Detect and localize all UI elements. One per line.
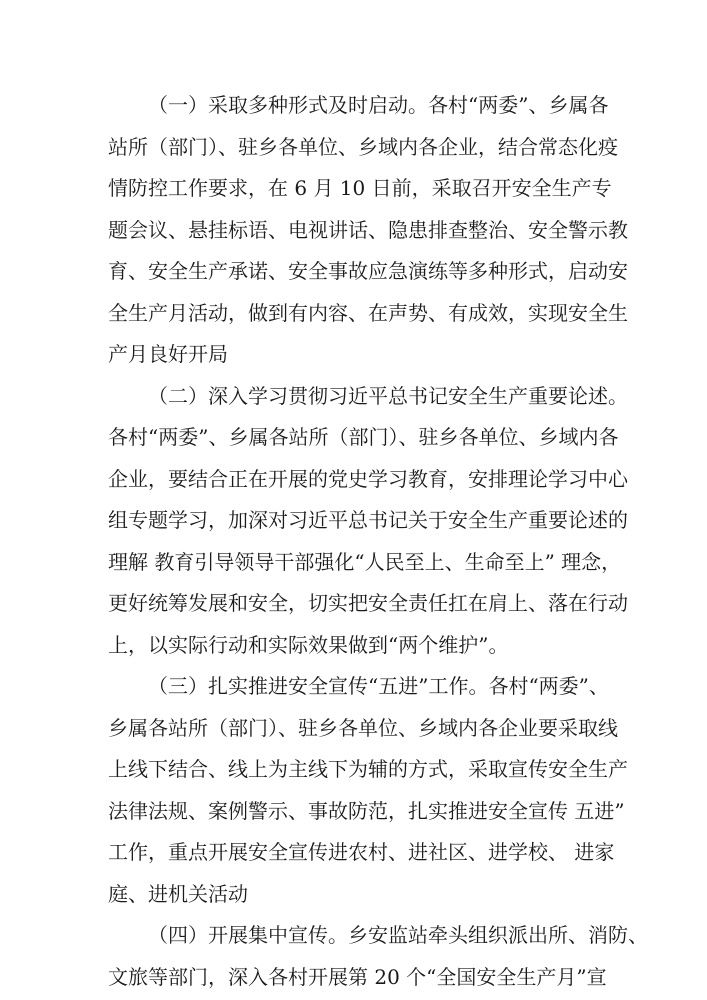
- text-line: 上线下结合、线上为主线下为辅的方式，采取宣传安全生产: [108, 757, 628, 781]
- text-line: 工作，重点开展安全宣传进农村、进社区、进学校、 进家: [108, 840, 615, 864]
- text-line: 上，以实际行动和实际效果做到“两个维护”。: [108, 633, 509, 657]
- text-line: 乡属各站所（部门）、驻乡各单位、乡域内各企业要采取线: [108, 716, 618, 740]
- text-line: 文旅等部门，深入各村开展第 20 个“全国安全生产月”宣: [108, 965, 607, 989]
- text-line: 各村“两委”、乡属各站所（部门）、驻乡各单位、乡域内各: [108, 425, 619, 449]
- text-line: 企业，要结合正在开展的党史学习教育，安排理论学习中心: [108, 467, 628, 491]
- text-line: 全生产月活动，做到有内容、在声势、有成效，实现安全生: [108, 301, 628, 325]
- text-line: 更好统筹发展和安全，切实把安全责任扛在肩上、落在行动: [108, 591, 628, 615]
- text-line: 育、安全生产承诺、安全事故应急演练等多种形式，启动安: [108, 259, 628, 283]
- text-line: 产月良好开局: [108, 342, 228, 366]
- text-line: 站所（部门）、驻乡各单位、乡域内各企业，结合常态化疫: [108, 135, 618, 159]
- text-line: （二）深入学习贯彻习近平总书记安全生产重要论述。: [148, 384, 628, 408]
- text-line: 题会议、悬挂标语、电视讲话、隐患排查整治、安全警示教: [108, 218, 628, 242]
- text-line: 理解 教育引导领导干部强化“人民至上、生命至上” 理念，: [108, 550, 622, 574]
- text-line: 法律法规、案例警示、事故防范，扎实推进安全宣传 五进”: [108, 799, 625, 823]
- text-line: （四）开展集中宣传。乡安监站牵头组织派出所、消防、: [148, 923, 648, 947]
- text-line: 组专题学习，加深对习近平总书记关于安全生产重要论述的: [108, 508, 628, 532]
- text-line: （三）扎实推进安全宣传“五进”工作。各村“两委”、: [148, 674, 609, 698]
- text-line: 庭、进机关活动: [108, 882, 248, 906]
- text-line: 情防控工作要求，在 6 月 10 日前，采取召开安全生产专: [108, 176, 612, 200]
- text-line: （一）采取多种形式及时启动。各村“两委”、乡属各: [148, 93, 609, 117]
